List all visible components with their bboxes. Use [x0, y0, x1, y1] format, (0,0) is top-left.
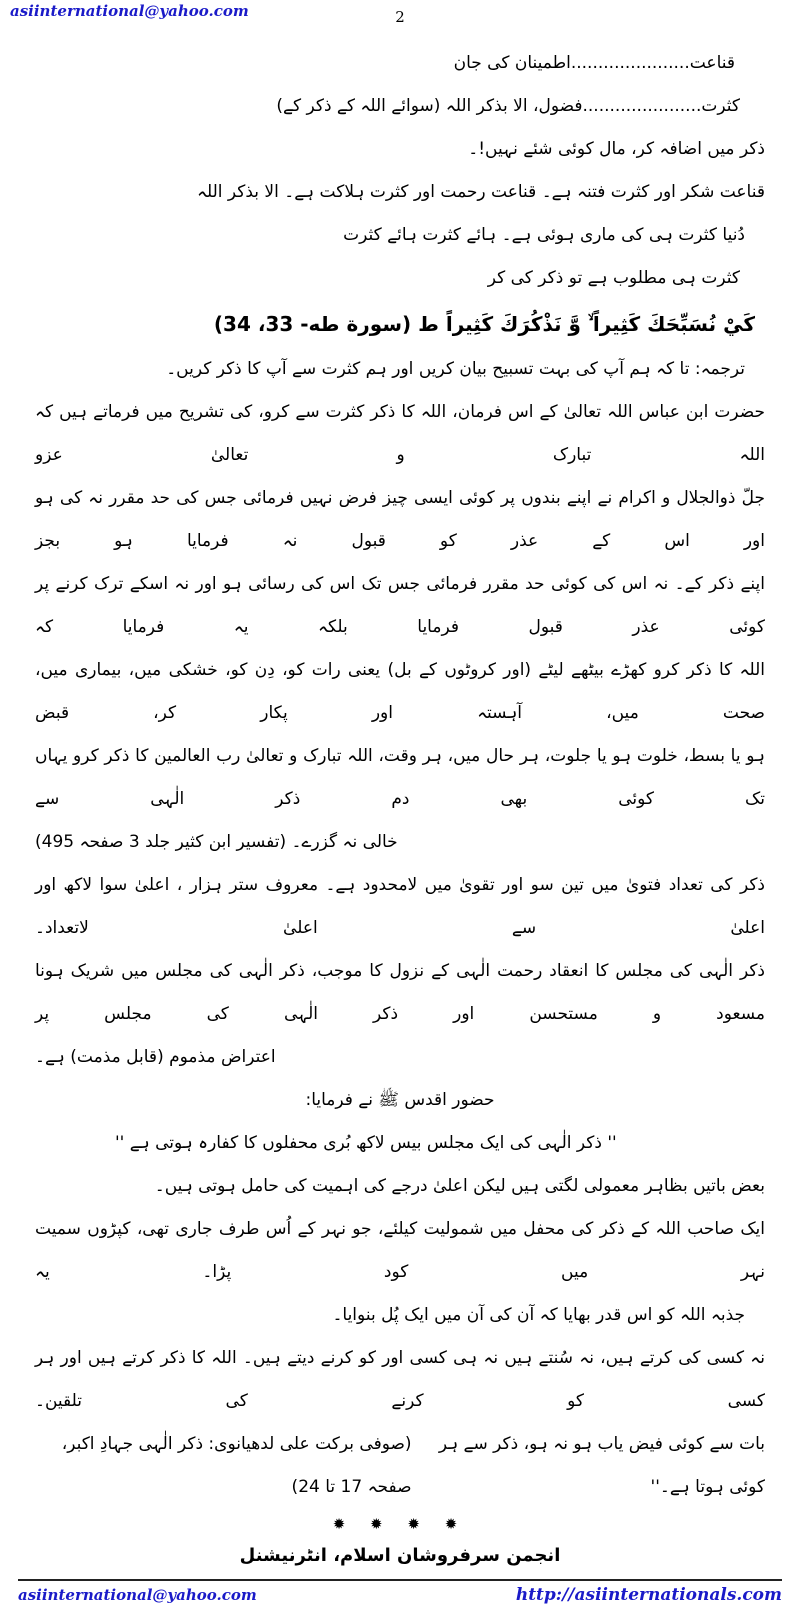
header-email-link[interactable]: asiinternational@yahoo.com	[10, 2, 249, 20]
text-line: اپنے ذکر کے۔ نہ اس کی کوئی حد مقرر فرمائی جس تک اس کی رسائی ہو اور نہ اسکے ترک کرنے پر کوئی عذر قبول فرمایا بلکہ یہ فرمایا کہ	[35, 574, 765, 637]
hadith-intro-line: حضور اقدس ﷺ نے فرمایا:	[305, 1090, 495, 1110]
page-footer	[0, 1581, 800, 1615]
text-line: ذکر کی تعداد فتویٰ میں تین سو اور تقویٰ میں لامحدود ہے۔ معروف ستر ہزار ، اعلیٰ سوا لاکھ اور اعلیٰ سے اعلیٰ لاتعداد۔	[35, 875, 765, 938]
text-line: قناعت شکر اور کثرت فتنہ ہے۔ قناعت رحمت اور کثرت ہلاکت ہے۔ الا بذکر اللہ	[197, 182, 765, 202]
translation-line: ترجمہ: تا کہ ہم آپ کی بہت تسبیح بیان کریں اور ہم کثرت سے آپ کا ذکر کریں۔	[166, 359, 745, 379]
source-citation: (صوفی برکت علی لدھیانوی: ذکر الٰہی جہادِ اکبر، صفحہ 17 تا 24)	[61, 1434, 412, 1497]
text-line: اللہ کا ذکر کرو کھڑے بیٹھے لیٹے (اور کروٹوں کے بل) یعنی رات کو، دِن کو، خشکی میں، بیماری میں، صحت میں، آہستہ اور پکار کر، قبض	[35, 660, 765, 723]
footer-email-link[interactable]: asiinternational@yahoo.com	[18, 1586, 257, 1604]
text-line: جذبہ اللہ کو اس قدر بھایا کہ آن کی آن میں ایک پُل بنوایا۔	[332, 1305, 745, 1325]
footer-website-link[interactable]: http://asiinternationals.com	[515, 1585, 782, 1605]
document-body	[0, 30, 800, 1509]
text-line: اعتراض مذموم (قابل مذمت) ہے۔	[35, 1047, 276, 1067]
quran-verse-line: كَيْ نُسَبِّحَكَ كَثِيراً ۙ وَّ نَذْكُرَكَ كَثِيراً ط (سورة طه- 33، 34)	[213, 312, 755, 336]
text-line: ایک صاحب اللہ کے ذکر کی محفل میں شمولیت کیلئے، جو نہر کے اُس طرف جاری تھی، کپڑوں سمیت نہر میں کود پڑا۔ یہ	[35, 1219, 765, 1282]
text-line: نہ کسی کی کرتے ہیں، نہ سُنتے ہیں نہ ہی کسی اور کو کرنے دیتے ہیں۔ اللہ کا ذکر کرتے ہیں اور ہر کسی کو کرنے کی تلقین۔	[35, 1348, 765, 1411]
hadith-quote-line: '' ذکر الٰہی کی ایک مجلس بیس لاکھ بُری محفلوں کا کفارہ ہوتی ہے ''	[115, 1133, 617, 1153]
text-line: ذکر الٰہی کی مجلس کا انعقاد رحمت الٰہی کے نزول کا موجب، ذکر الٰہی کی مجلس میں شریک ہونا مسعود و مستحسن اور ذکر الٰہی کی مجلس پر	[35, 961, 765, 1024]
organization-title: انجمن سرفروشان اسلام، انٹرنیشنل	[239, 1545, 561, 1566]
text-line: قناعت......................اطمینان کی جان	[453, 53, 735, 73]
text-line: جلّ ذوالجلال و اکرام نے اپنے بندوں پر کوئی ایسی چیز فرض نہیں فرمائی جس کی حد مقرر نہ کی ہو اور اس کے عذر کو قبول نہ فرمایا ہو بجز	[35, 488, 765, 551]
star-divider-icon: ✹ ✹ ✹ ✹	[332, 1515, 468, 1533]
text-line: حضرت ابن عباس اللہ تعالیٰ کے اس فرمان، اللہ کا ذکر کثرت سے کرو، کی تشریح میں فرماتے ہیں کہ اللہ تبارک و تعالیٰ عزو	[35, 402, 765, 465]
text-line: ذکر میں اضافہ کر، مال کوئی شئے نہیں!۔	[468, 139, 765, 159]
closing-text: بات سے کوئی فیض یاب ہو نہ ہو، ذکر سے ہر کوئی ہوتا ہے۔''	[438, 1434, 765, 1497]
text-line: کثرت......................فضول، الا بذکر اللہ (سوائے اللہ کے ذکر کے)	[276, 96, 740, 116]
text-line: دُنیا کثرت ہی کی ماری ہوئی ہے۔ ہائے کثرت ہائے کثرت	[343, 225, 745, 245]
closing-line	[35, 1423, 765, 1509]
text-line: کثرت ہی مطلوب ہے تو ذکر کی کر	[487, 268, 740, 288]
citation-line: خالی نہ گزرے۔ (تفسیر ابن کثیر جلد 3 صفحہ 495)	[35, 832, 398, 852]
page-header	[0, 0, 800, 30]
text-line: ہو یا بسط، خلوت ہو یا جلوت، ہر حال میں، ہر وقت، اللہ تبارک و تعالیٰ رب العالمین کا ذکر کرو یہاں تک کوئی بھی دم ذکر الٰہی سے	[35, 746, 765, 809]
text-line: بعض باتیں بظاہر معمولی لگتی ہیں لیکن اعلیٰ درجے کی اہمیت کی حامل ہوتی ہیں۔	[154, 1176, 765, 1196]
page-number: 2	[395, 8, 405, 26]
